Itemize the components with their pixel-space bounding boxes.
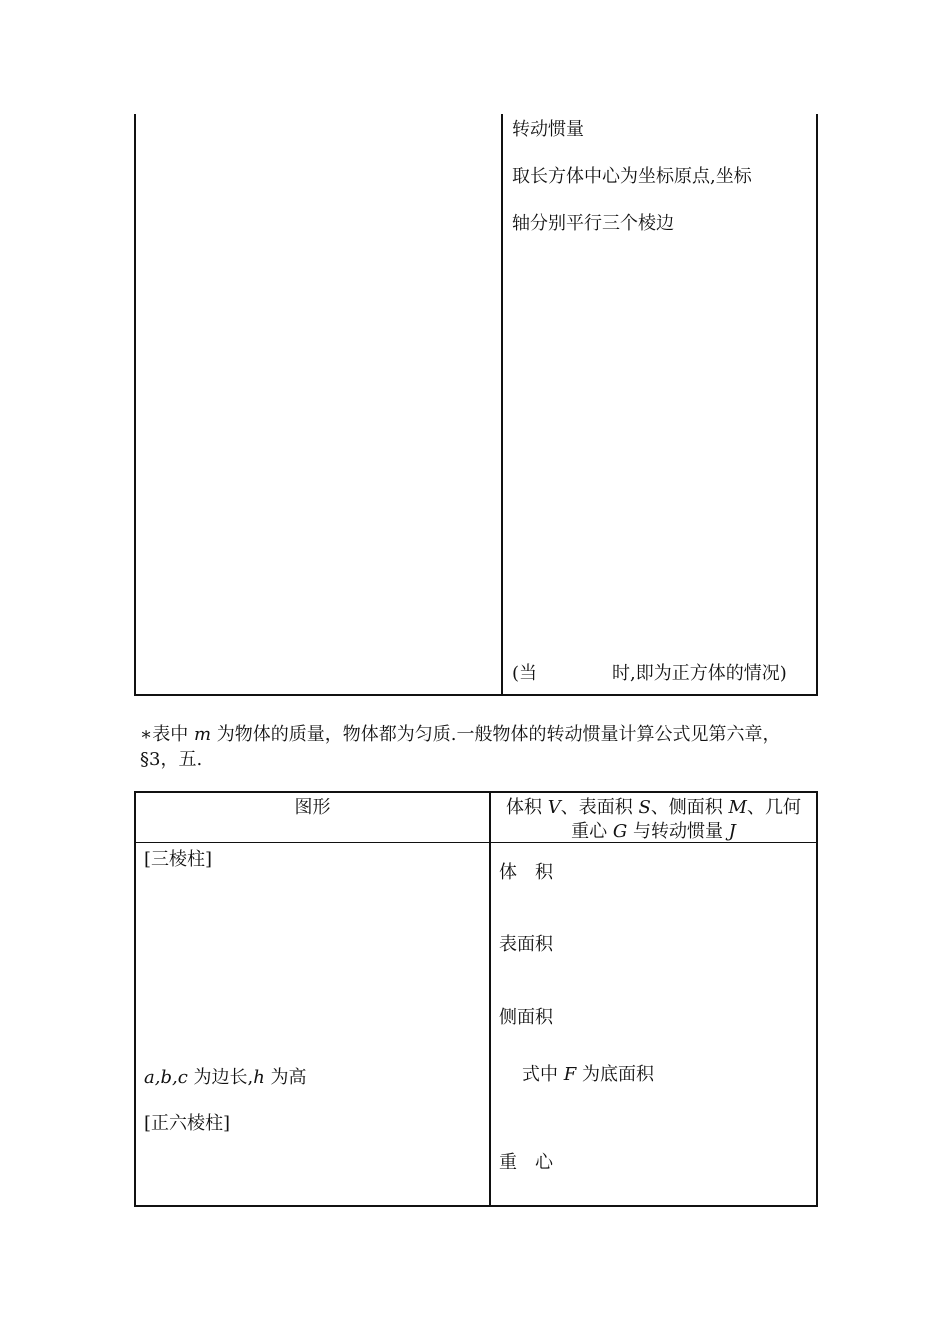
footnote-line-2: §3，五. [140,749,203,770]
table2-volume-label: 体 积 [499,862,553,883]
table2-header-right-line-1: 体积 V、表面积 S、侧面积 M、几何 [506,797,801,818]
table1-note-open: (当 [512,663,538,684]
footnote-star: ∗ [140,724,153,745]
table2-centroid-label: 重 心 [499,1152,553,1173]
table2-lateral-label: 侧面积 [499,1007,553,1028]
table2-header-right-line-2: 重心 G 与转动惯量 J [571,821,736,842]
table2-right-border [816,791,818,1207]
footnote-text-1: 表中 [152,724,194,745]
table2-header-left: 图形 [294,797,331,818]
table2-left-tag-1: [三棱柱] [144,849,213,870]
table2-formula-note: 式中 F 为底面积 [522,1064,654,1085]
table2-left-border [134,791,136,1207]
table2-mid-border [489,791,491,1207]
table2-bottom-border [134,1205,818,1207]
footnote-text-2: 为物体的质量，物体都为匀质.一般物体的转动惯量计算公式见第六章， [211,724,781,745]
table1-right-line-2: 取长方体中心为坐标原点,坐标 [512,166,752,187]
table1-right-line-3: 轴分别平行三个棱边 [512,213,674,234]
table1-mid-border [501,114,503,696]
footnote-line-1 [140,720,781,746]
table1-left-border [134,114,136,696]
table1-right-line-1: 转动惯量 [512,119,584,140]
table2-left-desc: a,b,c 为边长,h 为高 [144,1067,307,1088]
table1-note-close: 时,即为正方体的情况) [612,663,787,684]
table2-surface-label: 表面积 [499,934,553,955]
table1-right-border [816,114,818,696]
footnote-m: m [193,724,212,745]
table1-bottom-border [134,694,818,696]
table2-left-tag-2: [正六棱柱] [144,1113,231,1134]
